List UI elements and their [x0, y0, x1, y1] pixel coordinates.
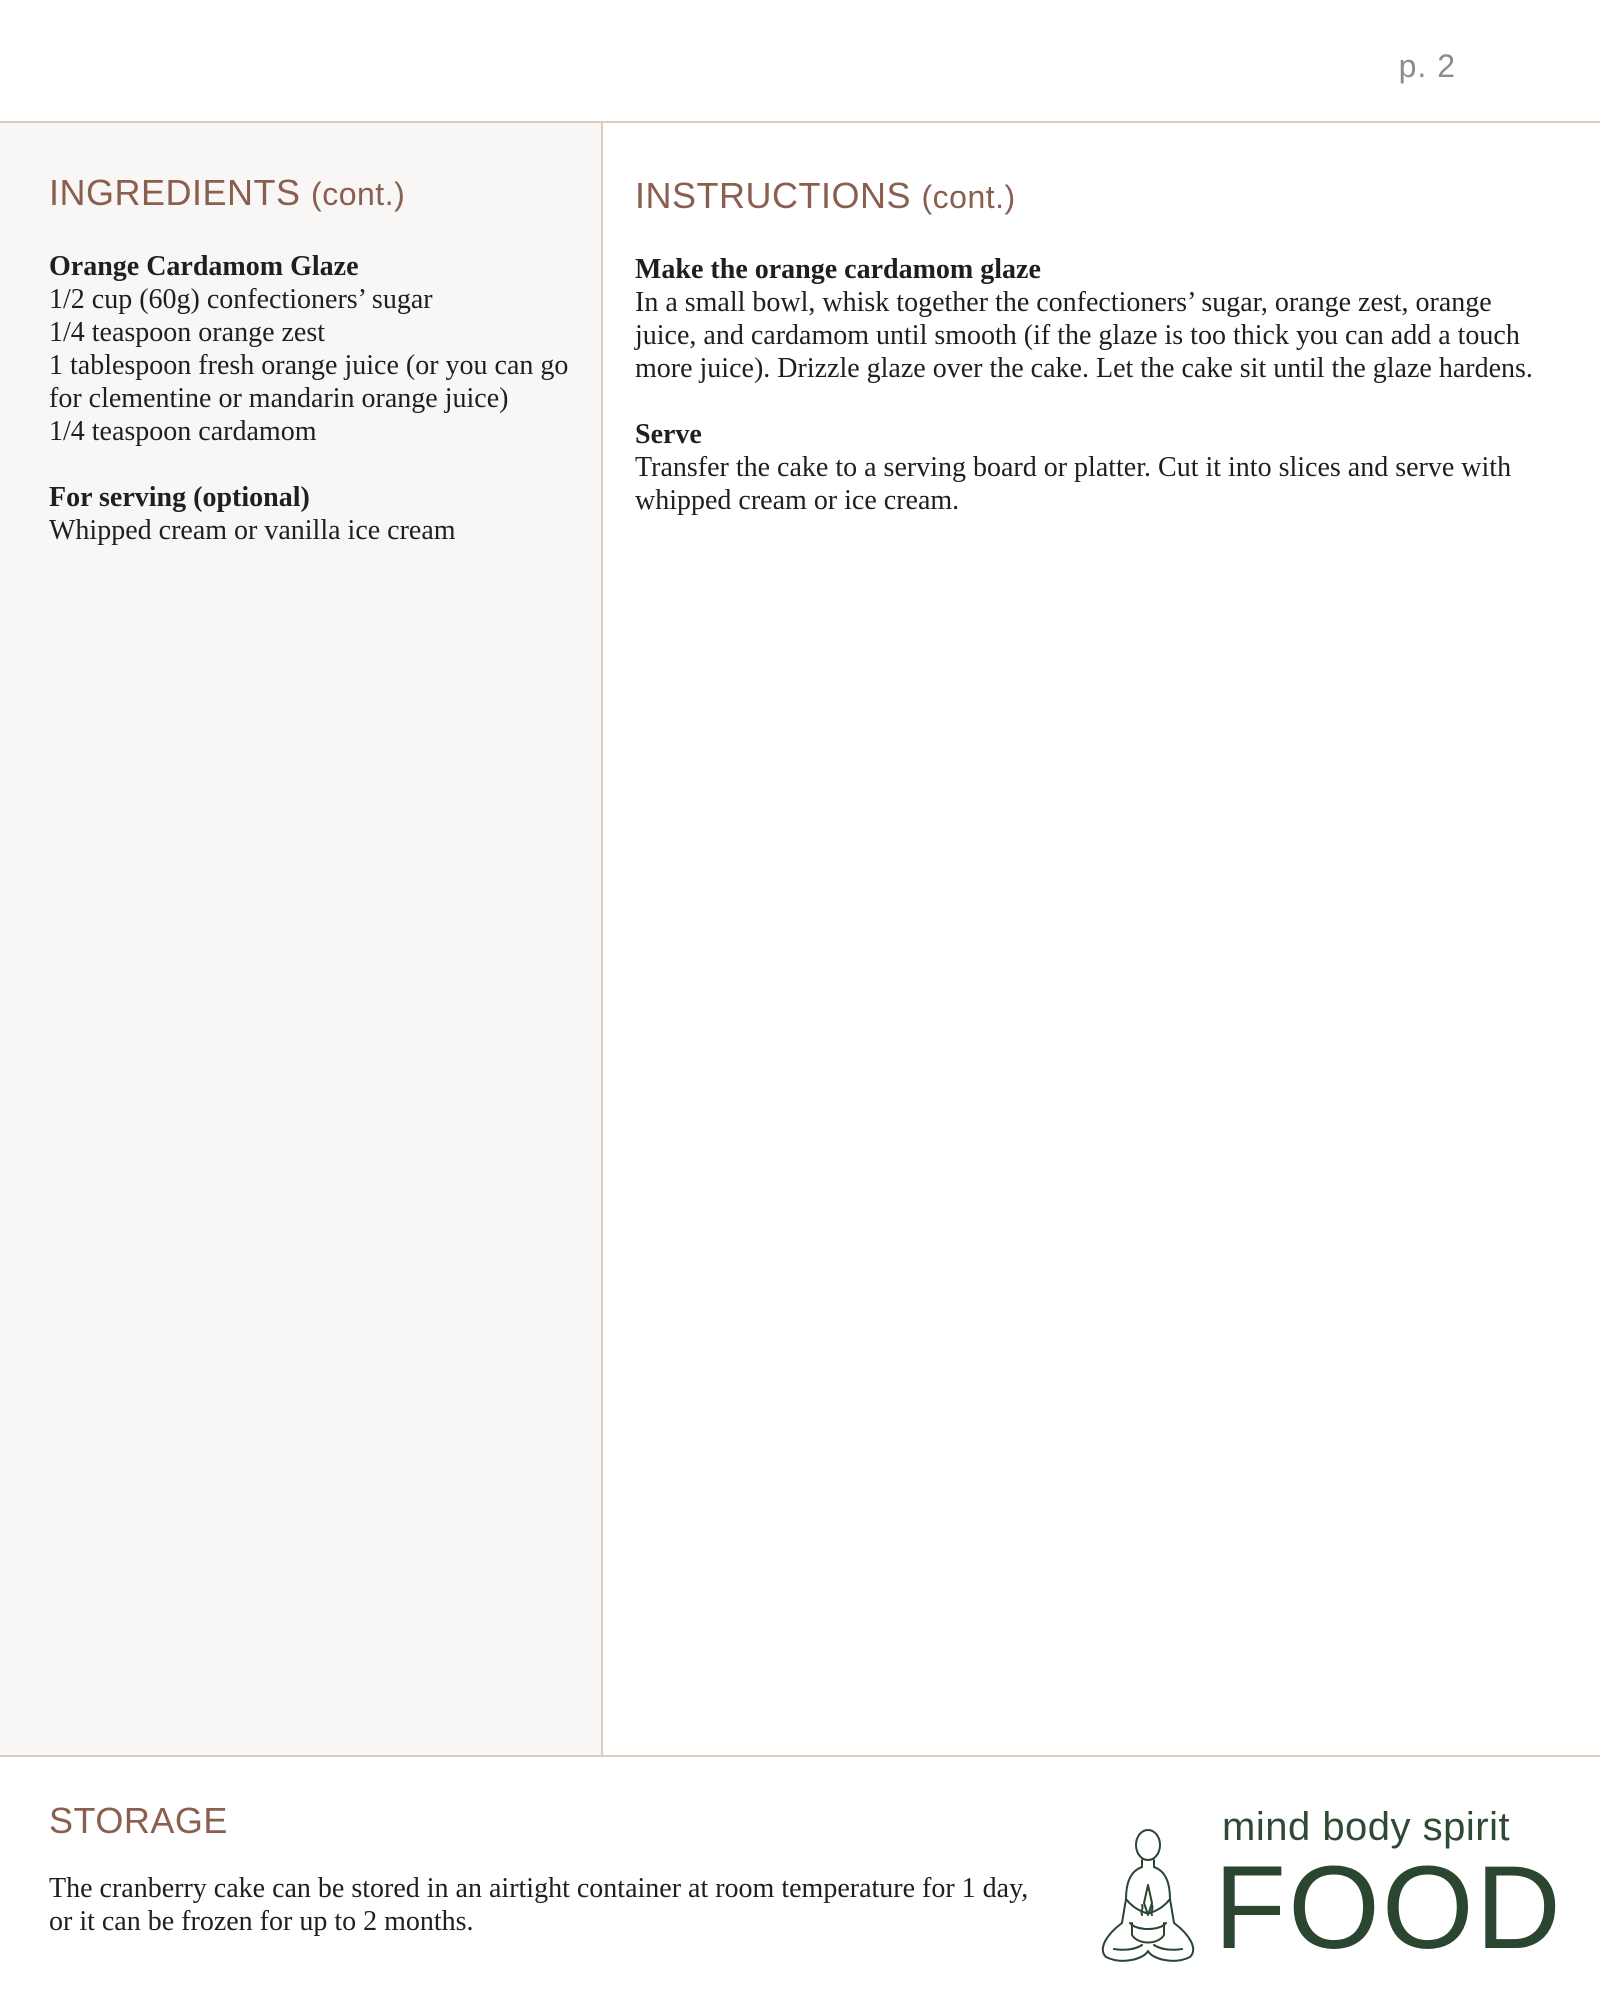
ingredients-heading: [49, 172, 589, 214]
storage-section: [49, 1800, 1049, 1938]
brand-logo: [1092, 1805, 1563, 1975]
ingredients-heading-suffix: (cont.): [311, 176, 406, 212]
instructions-heading-suffix: (cont.): [921, 179, 1016, 215]
ingredient-line: 1 tablespoon fresh orange juice (or you can go for clementine or mandarin orange juice): [49, 350, 569, 414]
instruction-step-title: Make the orange cardamom glaze: [635, 254, 1041, 285]
ingredient-line: 1/4 teaspoon orange zest: [49, 317, 326, 348]
meditating-figure-icon: [1092, 1823, 1202, 1973]
instructions-heading: [635, 175, 1555, 217]
ingredient-line: 1/4 teaspoon cardamom: [49, 416, 317, 447]
ingredient-group-serving: [49, 481, 589, 547]
top-divider: [0, 121, 1600, 123]
ingredient-line: 1/2 cup (60g) confectioners’ sugar: [49, 284, 433, 315]
page-number: p. 2: [1398, 48, 1456, 84]
ingredient-group-title: Orange Cardamom Glaze: [49, 251, 359, 282]
logo-wordmark: FOOD: [1214, 1842, 1563, 1974]
ingredient-group-title: For serving (optional): [49, 482, 310, 513]
column-divider: [601, 123, 603, 1755]
instructions-section: [635, 175, 1555, 550]
logo-tagline: mind body spirit: [1222, 1805, 1511, 1849]
instruction-step-text: In a small bowl, whisk together the confectioners’ sugar, orange zest, orange juice, and cardamom until smooth (if the glaze is too thick you can add a touch more juice). Drizzle glaze over the cake. Let the cake sit until the glaze hardens.: [635, 287, 1533, 384]
storage-heading: STORAGE: [49, 1800, 228, 1841]
storage-text: The cranberry cake can be stored in an airtight container at room temperature for 1 day, or it can be frozen for up to 2 months.: [49, 1873, 1029, 1937]
ingredients-list: [49, 250, 589, 547]
instruction-step: [635, 418, 1555, 517]
ingredients-section: [49, 172, 589, 580]
instruction-step: [635, 253, 1555, 385]
instruction-step-title: Serve: [635, 419, 702, 450]
storage-text-block: [49, 1872, 1049, 1938]
instructions-list: [635, 253, 1555, 517]
ingredients-heading-text: INGREDIENTS: [49, 172, 301, 213]
bottom-divider: [0, 1755, 1600, 1757]
instruction-step-text: Transfer the cake to a serving board or platter. Cut it into slices and serve with whipped cream or ice cream.: [635, 452, 1512, 516]
ingredient-group-glaze: [49, 250, 589, 448]
ingredient-line: Whipped cream or vanilla ice cream: [49, 515, 456, 546]
instructions-heading-text: INSTRUCTIONS: [635, 175, 911, 216]
